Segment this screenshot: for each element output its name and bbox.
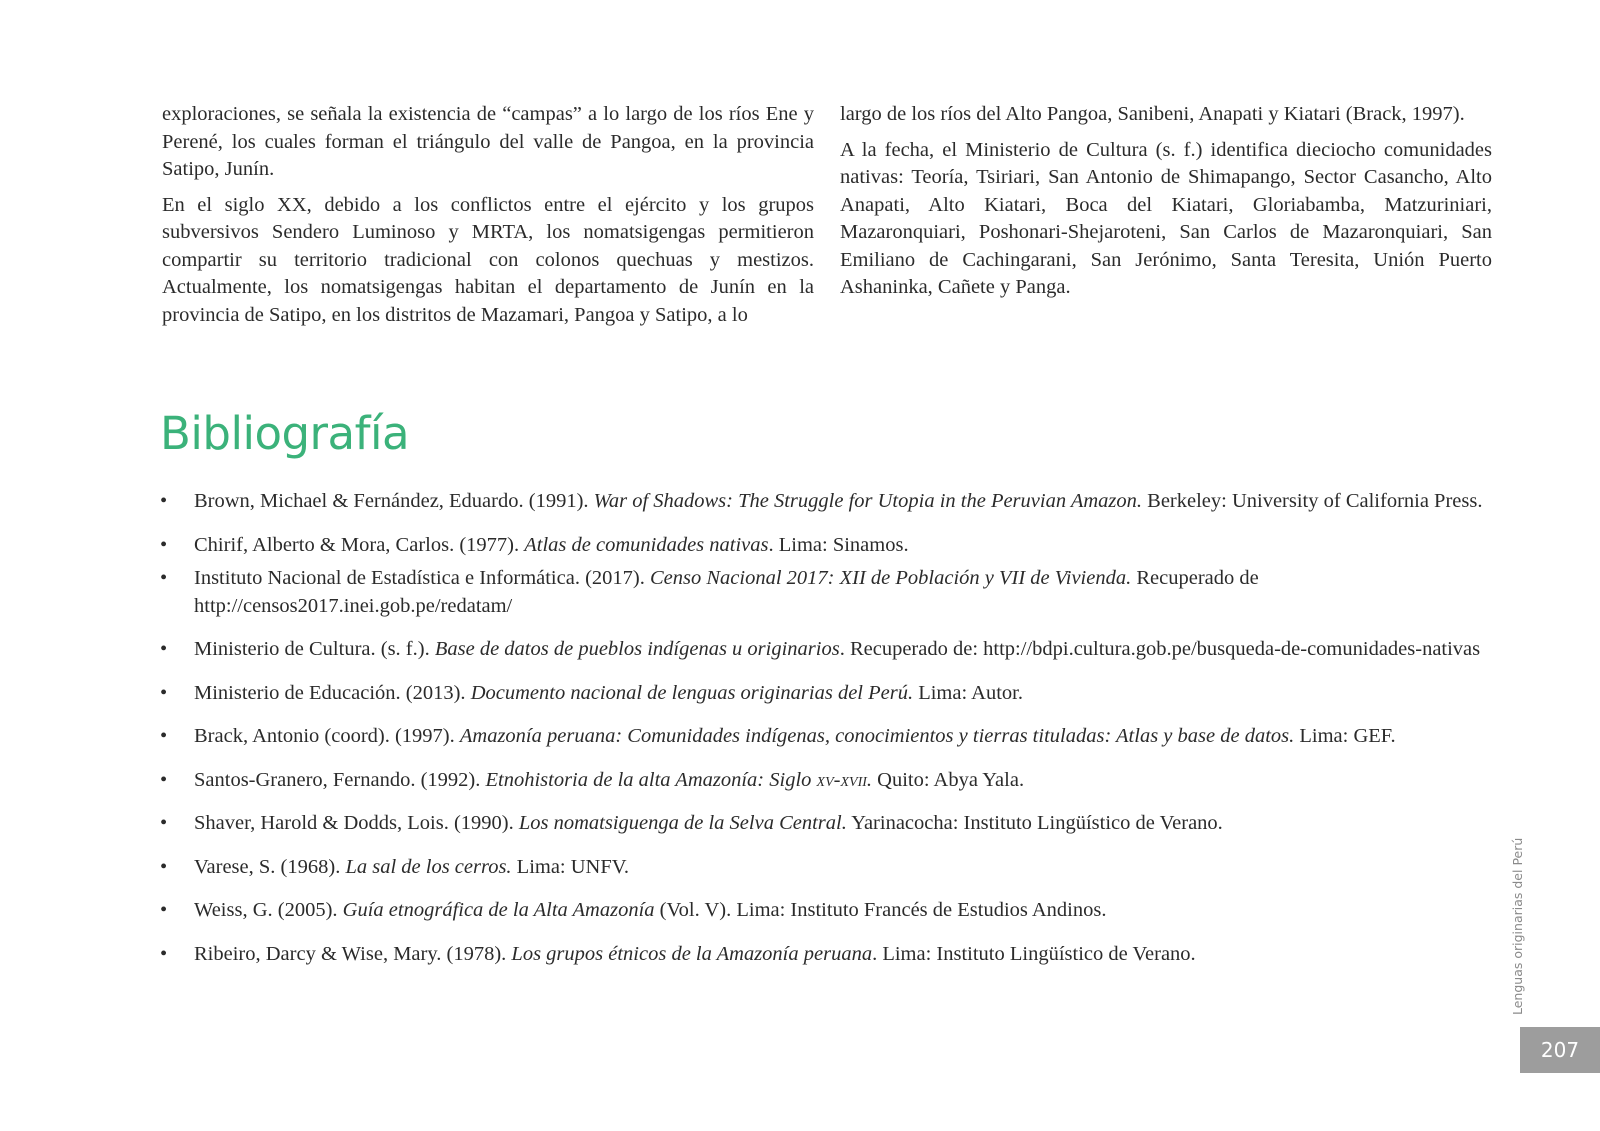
entry-author: Ministerio de Educación. (2013).	[194, 681, 471, 704]
entry-author: Varese, S. (1968).	[194, 855, 346, 878]
bullet-icon: •	[160, 899, 168, 921]
bibliography-entry	[160, 723, 1500, 751]
entry-publisher: Lima: GEF.	[1294, 725, 1396, 747]
bibliography-entry	[160, 636, 1500, 664]
entry-title: La sal de los cerros.	[345, 855, 512, 878]
paragraph: exploraciones, se señala la existencia de “campas” a lo largo de los ríos Ene y Perené, los cuales forman el triángulo del valle de Pangoa, en la provincia Satipo, Junín.	[162, 103, 814, 180]
bullet-icon: •	[160, 490, 168, 512]
entry-title: Los grupos étnicos de la Amazonía peruana	[511, 942, 873, 965]
bibliography-entry	[160, 941, 1500, 969]
bullet-icon: •	[160, 567, 168, 589]
bullet-icon: •	[160, 533, 168, 556]
entry-title: Base de datos de pueblos indígenas u originarios	[434, 638, 840, 660]
entry-author: Weiss, G. (2005).	[194, 899, 343, 921]
bullet-icon: •	[160, 725, 168, 747]
entry-publisher: . Lima: Sinamos.	[768, 533, 909, 556]
entry-title: Guía etnográfica de la Alta Amazonía	[342, 899, 655, 921]
bibliography-list	[160, 488, 1500, 984]
entry-author: Instituto Nacional de Estadística e Informática. (2017).	[194, 567, 650, 589]
bibliography-entry	[160, 532, 1500, 560]
entry-title: War of Shadows: The Struggle for Utopia in the Peruvian Amazon.	[593, 490, 1143, 512]
entry-publisher: Berkeley: University of California Press.	[1142, 490, 1483, 512]
bibliography-heading: Bibliografía	[160, 407, 410, 460]
right-column	[840, 101, 1492, 337]
entry-author: Chirif, Alberto & Mora, Carlos. (1977).	[194, 533, 525, 556]
bibliography-entry	[160, 810, 1500, 838]
bullet-icon: •	[160, 855, 168, 878]
running-title: Lenguas originarias del Perú	[1510, 837, 1525, 1015]
bibliography-entry	[160, 680, 1500, 708]
bullet-icon: •	[160, 638, 168, 660]
bullet-icon: •	[160, 942, 168, 965]
paragraph: En el siglo XX, debido a los conflictos entre el ejército y los grupos subversivos Sendero Luminoso y MRTA, los nomatsigengas permitieron compartir su territorio tradicional con colonos quechuas y mestizos. Actualmente, los nomatsigengas habitan el departamento de Junín en la provincia de Satipo, en los distritos de Mazamari, Pangoa y Satipo, a lo	[162, 193, 814, 326]
body-text	[162, 101, 1492, 337]
entry-publisher: . Lima: Instituto Lingüístico de Verano.	[872, 942, 1196, 965]
paragraph: largo de los ríos del Alto Pangoa, Sanibeni, Anapati y Kiatari (Brack, 1997).	[840, 103, 1465, 125]
entry-author: Brown, Michael & Fernández, Eduardo. (1991).	[194, 490, 594, 512]
bibliography-entry	[160, 767, 1500, 795]
bullet-icon: •	[160, 681, 168, 704]
bibliography-entry	[160, 565, 1500, 620]
bibliography-entry	[160, 854, 1500, 882]
entry-publisher: Lima: UNFV.	[511, 855, 630, 878]
entry-publisher: . Recuperado de: http://bdpi.cultura.gob.pe/busqueda-de-comunidades-nativas	[839, 638, 1481, 660]
entry-publisher: Recuperado de http://censos2017.inei.gob.pe/redatam/	[194, 567, 1259, 617]
entry-title: Amazonía peruana: Comunidades indígenas, conocimientos y tierras tituladas: Atlas y base de datos.	[459, 725, 1295, 747]
entry-publisher: (Vol. V). Lima: Instituto Francés de Estudios Andinos.	[654, 899, 1107, 921]
entry-author: Shaver, Harold & Dodds, Lois. (1990).	[194, 812, 519, 834]
entry-title: Atlas de comunidades nativas	[524, 533, 769, 556]
paragraph: A la fecha, el Ministerio de Cultura (s. f.) identifica dieciocho comunidades nativas: Teoría, Tsiriari, San Antonio de Shimapango, Sector Casancho, Alto Anapati, Alto Kiatari, Boca del Kiatari, Gloriabamba, Matzuriniari, Mazaronquiari, Poshonari-Shejaroteni, San Carlos de Mazaronquiari, San Emiliano de Cachingarani, San Jerónimo, Santa Teresita, Unión Puerto Ashaninka, Cañete y Panga.	[840, 138, 1492, 298]
entry-author: Ministerio de Cultura. (s. f.).	[194, 638, 435, 660]
entry-title: Documento nacional de lenguas originarias del Perú.	[470, 681, 914, 704]
bullet-icon: •	[160, 768, 168, 791]
entry-title: Etnohistoria de la alta Amazonía: Siglo	[485, 768, 817, 791]
bibliography-entry	[160, 897, 1500, 925]
bibliography-entry	[160, 488, 1500, 516]
entry-author: Brack, Antonio (coord). (1997).	[194, 725, 460, 747]
entry-publisher: Quito: Abya Yala.	[872, 768, 1025, 791]
page-number: 207	[1520, 1027, 1600, 1073]
entry-title-century: xv-xvii.	[816, 768, 873, 791]
entry-author: Santos-Granero, Fernando. (1992).	[194, 768, 486, 791]
entry-publisher: Lima: Autor.	[913, 681, 1023, 704]
bullet-icon: •	[160, 812, 168, 834]
entry-author: Ribeiro, Darcy & Wise, Mary. (1978).	[194, 942, 512, 965]
entry-title: Los nomatsiguenga de la Selva Central.	[518, 812, 847, 834]
entry-title: Censo Nacional 2017: XII de Población y VII de Vivienda.	[649, 567, 1132, 589]
left-column	[162, 101, 814, 337]
entry-publisher: Yarinacocha: Instituto Lingüístico de Verano.	[846, 812, 1223, 834]
